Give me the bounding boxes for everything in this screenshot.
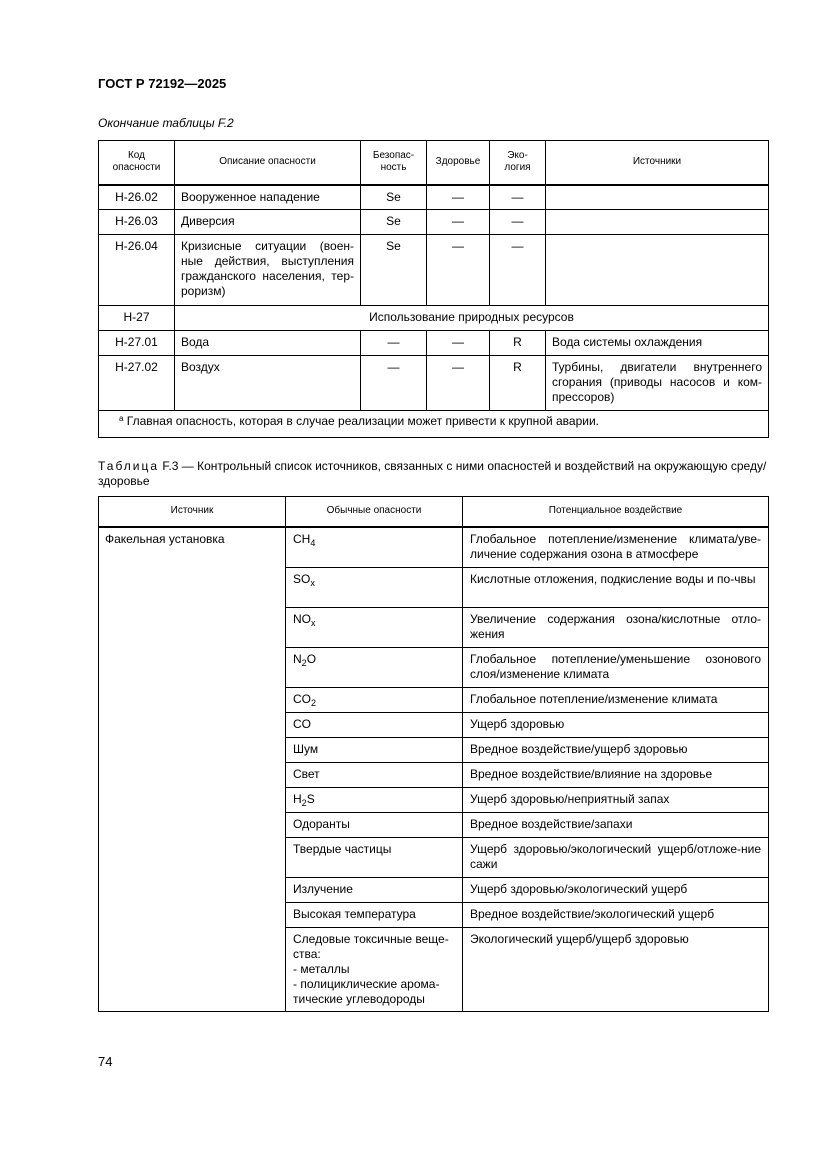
impact-cell: Экологический ущерб/ущерб здоровью <box>463 928 769 1012</box>
health-cell: — <box>427 356 490 411</box>
header-impact: Потенциальное воздействие <box>463 497 769 527</box>
impact-cell: Глобальное потепление/уменьшение озонового слоя/изменение климата <box>463 648 769 688</box>
table-row <box>99 235 769 306</box>
hazard-subscript: 4 <box>310 537 316 548</box>
health-cell: — <box>427 331 490 356</box>
hazard-cell <box>286 763 463 788</box>
table-f3 <box>98 496 769 1012</box>
hazard-cell <box>286 688 463 713</box>
hazard-name: SO <box>293 572 311 586</box>
hazard-subscript: x <box>310 578 315 588</box>
safety-cell: — <box>361 356 427 411</box>
footnote <box>99 411 769 438</box>
hazard-subscript: 2 <box>301 798 307 808</box>
table-f3-caption <box>98 459 768 489</box>
hazard-name: Излучение <box>293 882 353 896</box>
hazard-name: Свет <box>293 767 320 781</box>
safety-cell: Se <box>361 235 427 306</box>
table-row <box>99 185 769 210</box>
hazard-description: Диверсия <box>175 210 361 235</box>
impact-cell: Ущерб здоровью/неприятный запах <box>463 788 769 813</box>
document-id: ГОСТ Р 72192—2025 <box>98 76 227 91</box>
hazard-list-item: - полициклические арома-тические углеводороды <box>293 977 440 1006</box>
table-header-row <box>99 141 769 185</box>
group-code: Н-27 <box>99 306 175 331</box>
impact-cell: Ущерб здоровью/экологический ущерб <box>463 878 769 903</box>
sources-cell <box>546 185 769 210</box>
hazard-cell <box>286 568 463 608</box>
footnote-text: Главная опасность, которая в случае реализации может привести к крупной аварии. <box>126 414 599 428</box>
hazard-name: H <box>293 792 302 806</box>
hazard-name: Твердые частицы <box>293 842 392 856</box>
health-cell: — <box>427 185 490 210</box>
hazard-code: Н-26.04 <box>99 235 175 306</box>
hazard-name-tail: O <box>306 652 317 666</box>
hazard-name: CO <box>293 717 311 731</box>
hazard-subscript: 2 <box>301 658 307 668</box>
ecology-cell: — <box>490 185 546 210</box>
hazard-code: Н-27.01 <box>99 331 175 356</box>
group-row <box>99 306 769 331</box>
impact-cell: Вредное воздействие/ущерб здоровью <box>463 738 769 763</box>
ecology-cell: R <box>490 331 546 356</box>
hazard-name: CO <box>293 692 311 706</box>
header-sources: Источники <box>546 141 769 185</box>
header-ecology: Эко- логия <box>490 141 546 185</box>
health-cell: — <box>427 210 490 235</box>
hazard-cell <box>286 738 463 763</box>
impact-cell: Глобальное потепление/изменение климата/уве-личение содержания озона в атмосфере <box>463 527 769 568</box>
impact-cell: Вредное воздействие/экологический ущерб <box>463 903 769 928</box>
table-row <box>99 527 769 568</box>
hazard-name: CH <box>293 531 311 546</box>
header-health: Здоровье <box>427 141 490 185</box>
group-title: Использование природных ресурсов <box>175 306 769 331</box>
header-safety: Безопас- ность <box>361 141 427 185</box>
impact-cell: Увеличение содержания озона/кислотные отло-жения <box>463 608 769 648</box>
hazard-cell <box>286 608 463 648</box>
ecology-cell: — <box>490 235 546 306</box>
table-f3-caption-label: Таблица <box>98 459 160 473</box>
hazard-subscript: x <box>311 618 316 628</box>
hazard-cell <box>286 713 463 738</box>
impact-cell: Вредное воздействие/запахи <box>463 813 769 838</box>
impact-cell: Глобальное потепление/изменение климата <box>463 688 769 713</box>
hazard-name: NO <box>293 612 311 626</box>
hazard-name: N <box>293 652 302 666</box>
ecology-cell: R <box>490 356 546 411</box>
hazard-name: Шум <box>293 742 319 756</box>
hazard-description: Кризисные ситуации (воен-ные действия, выступления гражданского населения, тер-роризм) <box>175 235 361 306</box>
page-number: 74 <box>98 1054 113 1069</box>
safety-cell: Se <box>361 210 427 235</box>
footnote-mark: а <box>119 414 124 423</box>
header-description: Описание опасности <box>175 141 361 185</box>
impact-cell: Вредное воздействие/влияние на здоровье <box>463 763 769 788</box>
table-row <box>99 210 769 235</box>
table-f3-caption-text: F.3 — Контрольный список источников, связанных с ними опасностей и воздействий на окружающую среду/здоровье <box>98 459 767 488</box>
hazard-subscript: 2 <box>311 698 317 708</box>
ecology-cell: — <box>490 210 546 235</box>
hazard-list-item: - металлы <box>293 962 350 976</box>
hazard-code: Н-26.03 <box>99 210 175 235</box>
table-header-row <box>99 497 769 527</box>
hazard-name: Высокая температура <box>293 907 416 921</box>
header-hazards: Обычные опасности <box>286 497 463 527</box>
hazard-cell <box>286 648 463 688</box>
source-cell: Факельная установка <box>99 527 286 1012</box>
hazard-name-tail: S <box>306 792 315 806</box>
impact-cell: Ущерб здоровью <box>463 713 769 738</box>
table-row <box>99 331 769 356</box>
safety-cell: Se <box>361 185 427 210</box>
hazard-cell <box>286 813 463 838</box>
hazard-title: Следовые токсичные веще-ства: <box>293 932 449 961</box>
hazard-cell <box>286 903 463 928</box>
health-cell: — <box>427 235 490 306</box>
safety-cell: — <box>361 331 427 356</box>
hazard-cell <box>286 878 463 903</box>
sources-cell <box>546 210 769 235</box>
table-f2-caption: Окончание таблицы F.2 <box>98 116 234 130</box>
header-source: Источник <box>99 497 286 527</box>
header-code: Код опасности <box>99 141 175 185</box>
sources-cell: Турбины, двигатели внутреннего сгорания (приводы насосов и ком-прессоров) <box>546 356 769 411</box>
hazard-cell <box>286 527 463 568</box>
table-f2 <box>98 140 769 438</box>
table-row <box>99 356 769 411</box>
hazard-description: Вооруженное нападение <box>175 185 361 210</box>
hazard-description: Воздух <box>175 356 361 411</box>
hazard-code: Н-26.02 <box>99 185 175 210</box>
impact-cell: Ущерб здоровью/экологический ущерб/отложе-ние сажи <box>463 838 769 878</box>
footnote-row <box>99 411 769 438</box>
hazard-cell <box>286 788 463 813</box>
hazard-code: Н-27.02 <box>99 356 175 411</box>
hazard-name: Одоранты <box>293 817 350 831</box>
hazard-cell <box>286 838 463 878</box>
sources-cell: Вода системы охлаждения <box>546 331 769 356</box>
hazard-cell <box>286 928 463 1012</box>
sources-cell <box>546 235 769 306</box>
impact-cell: Кислотные отложения, подкисление воды и по-чвы <box>463 568 769 608</box>
hazard-description: Вода <box>175 331 361 356</box>
